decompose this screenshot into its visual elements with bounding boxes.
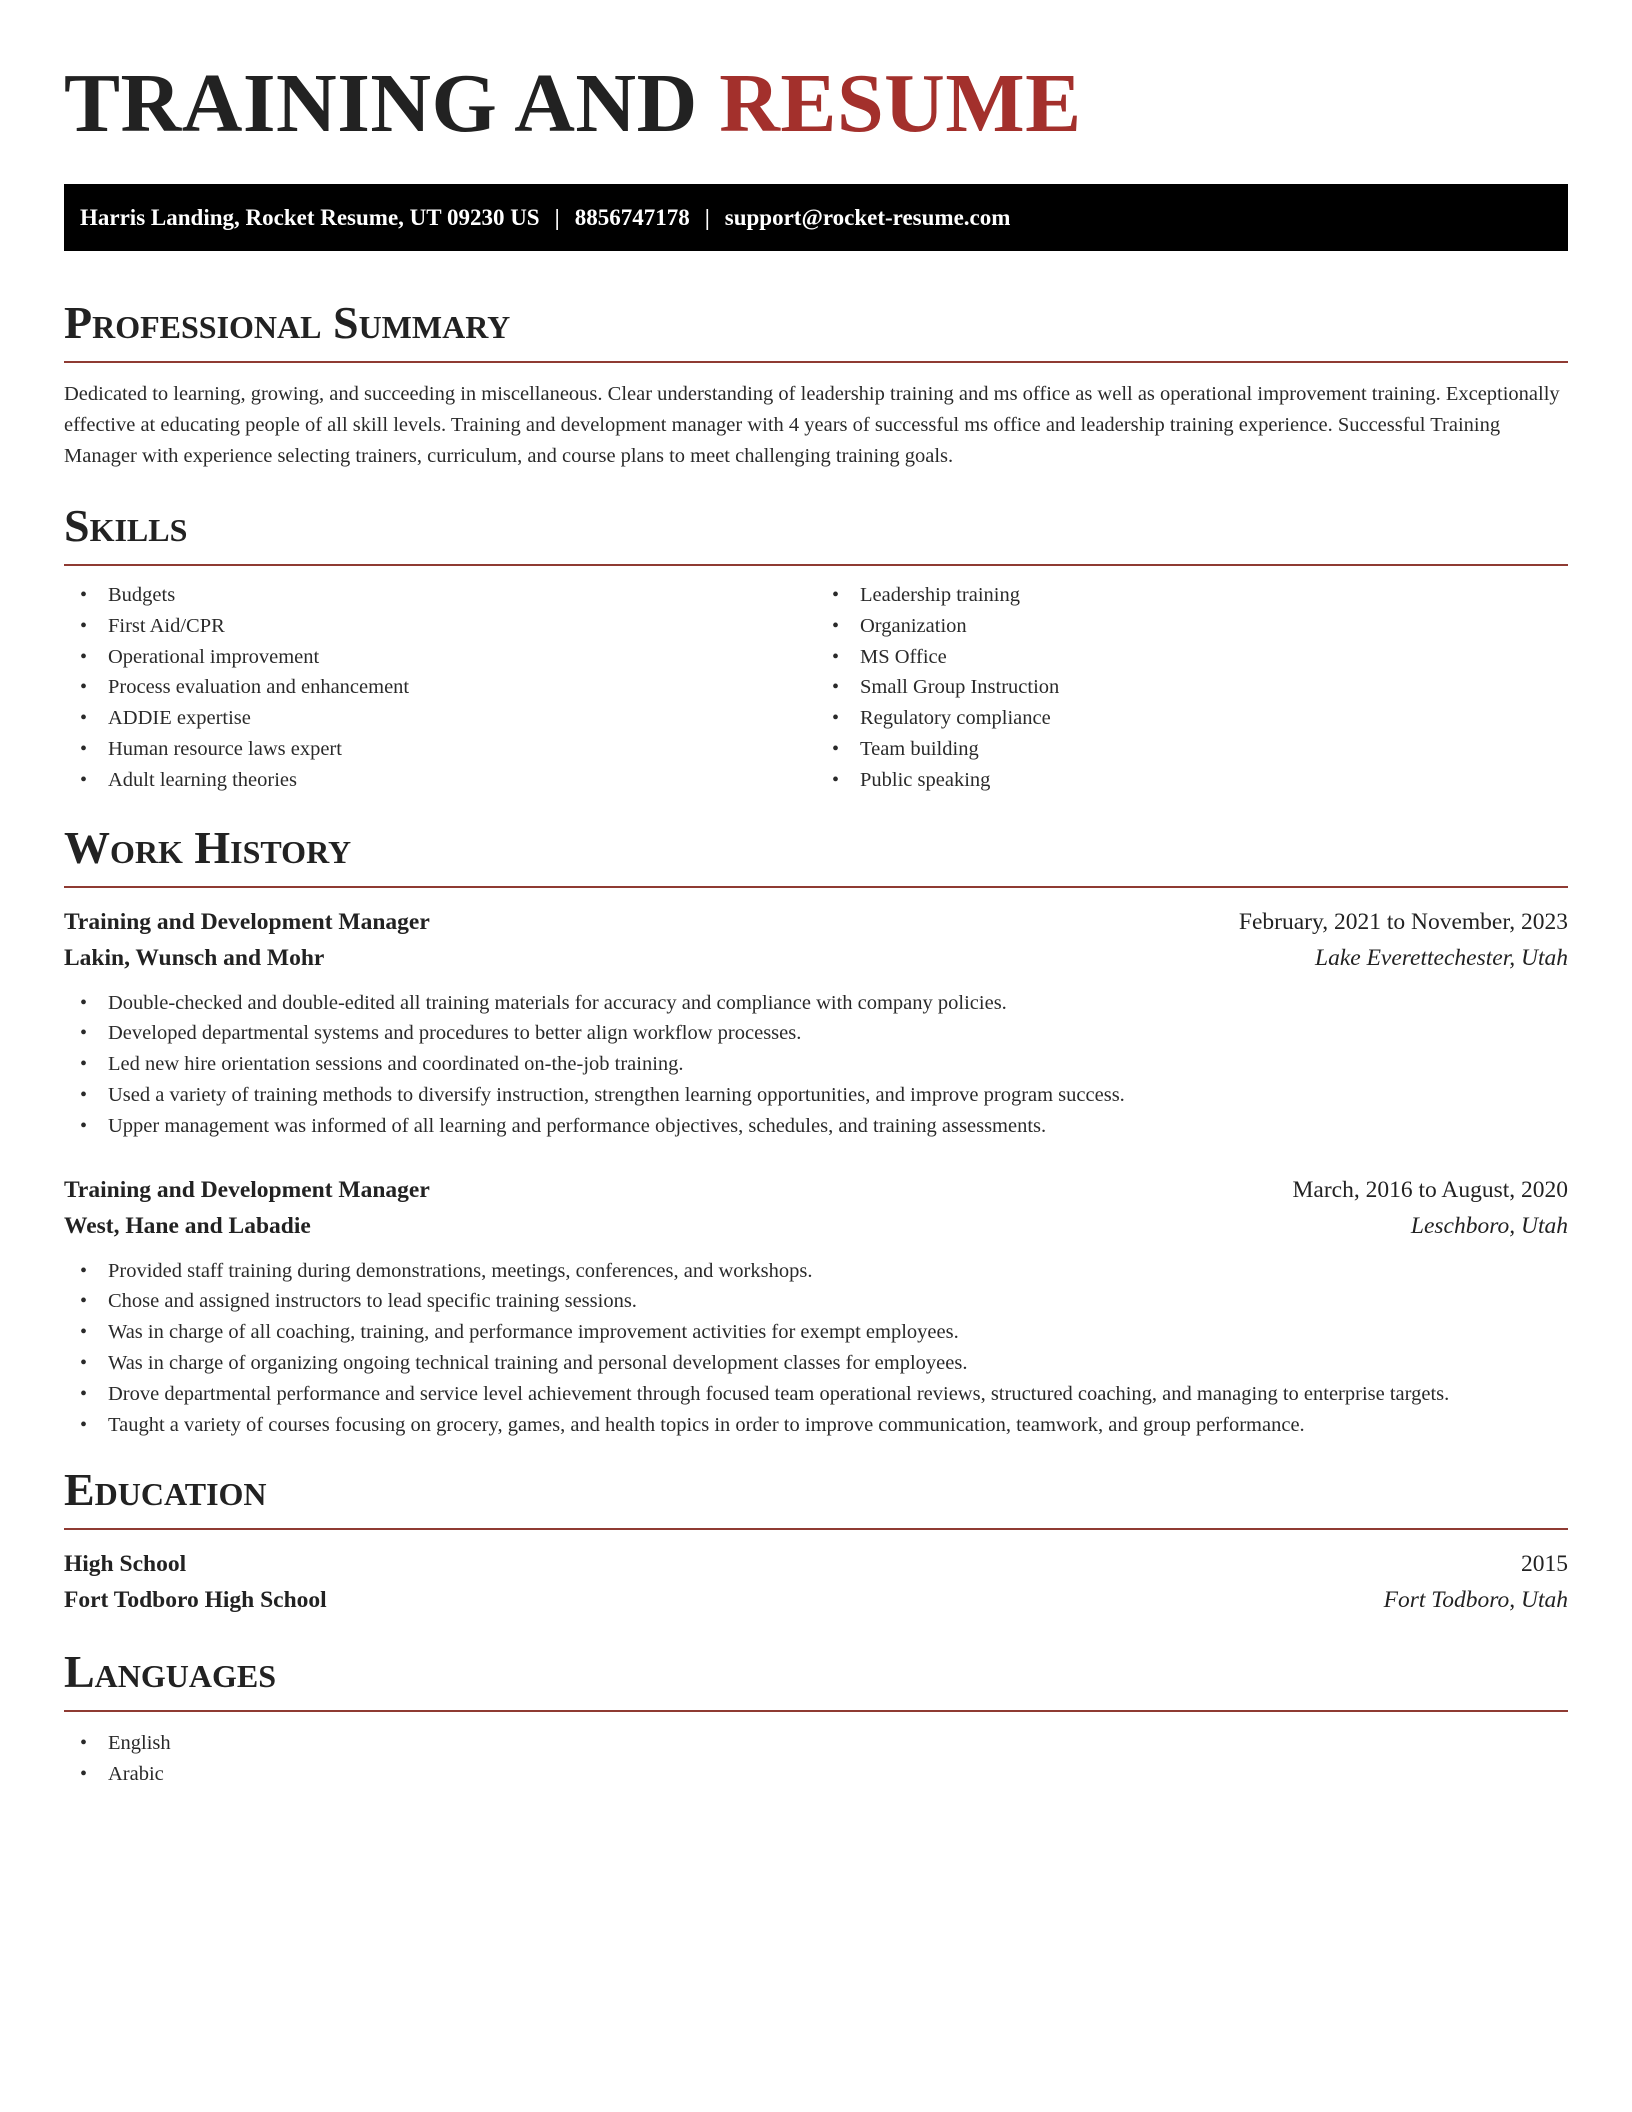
language-item: • English — [64, 1728, 1568, 1759]
job-location: Lake Everettechester, Utah — [1315, 944, 1568, 971]
work-history-heading: Work History — [64, 821, 352, 873]
contact-address: Harris Landing, Rocket Resume, UT 09230 US — [80, 204, 540, 230]
skill-item: • ADDIE expertise — [64, 703, 816, 734]
contact-email: support@rocket-resume.com — [724, 204, 1011, 230]
job-entry — [64, 1172, 1568, 1441]
skill-item: • Human resource laws expert — [64, 734, 816, 765]
skills-list-left — [64, 580, 816, 796]
job-company: West, Hane and Labadie — [64, 1212, 311, 1239]
job-dates: February, 2021 to November, 2023 — [1238, 908, 1568, 935]
job-bullet: • Upper management was informed of all learning and performance objectives, schedules, and training assessments. — [64, 1111, 1568, 1142]
job-bullet: • Provided staff training during demonstrations, meetings, conferences, and workshops. — [64, 1256, 1568, 1287]
skill-item: • Operational improvement — [64, 642, 816, 673]
job-header-row — [64, 904, 1568, 940]
job-bullet: • Used a variety of training methods to diversify instruction, strengthen learning opportunities, and improve program success. — [64, 1080, 1568, 1111]
education-year: 2015 — [1521, 1551, 1568, 1578]
education-entry — [64, 1546, 1568, 1618]
job-header-row — [64, 1172, 1568, 1208]
skills-columns — [64, 580, 1568, 796]
skills-list-right — [816, 580, 1568, 796]
skill-item: • Process evaluation and enhancement — [64, 672, 816, 703]
job-company-row — [64, 1208, 1568, 1244]
job-bullet: • Taught a variety of courses focusing on grocery, games, and health topics in order to improve communication, teamwork, and group performance. — [64, 1410, 1568, 1441]
job-company: Lakin, Wunsch and Mohr — [64, 944, 325, 971]
education-school-row — [64, 1582, 1568, 1618]
education-degree: High School — [64, 1551, 187, 1578]
job-bullets — [64, 988, 1568, 1142]
skill-item: • Public speaking — [816, 765, 1568, 796]
languages-section — [64, 1646, 1568, 1790]
job-bullet: • Chose and assigned instructors to lead specific training sessions. — [64, 1286, 1568, 1317]
skill-item: • Leadership training — [816, 580, 1568, 611]
skill-item: • First Aid/CPR — [64, 611, 816, 642]
skill-item: • Small Group Instruction — [816, 672, 1568, 703]
education-school: Fort Todboro High School — [64, 1587, 327, 1614]
skill-item: • Adult learning theories — [64, 765, 816, 796]
contact-separator: | — [704, 204, 710, 230]
summary-section — [64, 297, 1568, 472]
education-location: Fort Todboro, Utah — [1383, 1587, 1568, 1614]
job-location: Leschboro, Utah — [1410, 1212, 1568, 1239]
languages-list — [64, 1728, 1568, 1790]
language-item: • Arabic — [64, 1759, 1568, 1790]
section-divider — [64, 1710, 1568, 1712]
job-entry — [64, 904, 1568, 1142]
work-history-section — [64, 822, 1568, 1441]
contact-phone: 8856747178 — [574, 204, 690, 230]
skills-section — [64, 500, 1568, 796]
job-bullet: • Was in charge of organizing ongoing technical training and personal development classes for employees. — [64, 1348, 1568, 1379]
job-company-row — [64, 940, 1568, 976]
languages-heading: Languages — [64, 1646, 277, 1698]
education-section — [64, 1464, 1568, 1618]
job-title: Training and Development Manager — [64, 908, 430, 935]
job-bullet: • Drove departmental performance and service level achievement through focused team operational reviews, structured coaching, and managing to enterprise targets. — [64, 1379, 1568, 1410]
contact-bar — [64, 184, 1568, 251]
section-divider — [64, 1528, 1568, 1530]
skill-item: • Regulatory compliance — [816, 703, 1568, 734]
skill-item: • MS Office — [816, 642, 1568, 673]
summary-heading: Professional Summary — [64, 297, 511, 348]
section-divider — [64, 361, 1568, 363]
job-bullet: • Double-checked and double-edited all training materials for accuracy and compliance with company policies. — [64, 988, 1568, 1019]
job-bullet: • Led new hire orientation sessions and coordinated on-the-job training. — [64, 1049, 1568, 1080]
contact-separator: | — [554, 204, 560, 230]
skill-item: • Team building — [816, 734, 1568, 765]
skill-item: • Organization — [816, 611, 1568, 642]
title-part-2: RESUME — [719, 57, 1082, 150]
resume-title — [64, 56, 1568, 152]
job-bullet: • Developed departmental systems and procedures to better align workflow processes. — [64, 1018, 1568, 1049]
education-degree-row — [64, 1546, 1568, 1582]
education-heading: Education — [64, 1464, 267, 1516]
skills-heading: Skills — [64, 500, 188, 551]
job-title: Training and Development Manager — [64, 1176, 430, 1203]
section-divider — [64, 886, 1568, 888]
job-bullet: • Was in charge of all coaching, training, and performance improvement activities for exempt employees. — [64, 1317, 1568, 1348]
title-part-1: TRAINING AND — [64, 57, 698, 150]
section-divider — [64, 564, 1568, 566]
job-bullets — [64, 1256, 1568, 1441]
job-dates: March, 2016 to August, 2020 — [1292, 1176, 1568, 1203]
summary-text: Dedicated to learning, growing, and succeeding in miscellaneous. Clear understanding of leadership training and ms office as well as operational improvement training. Exceptionally effective at educating people of all skill levels. Training and development manager with 4 years of successful ms office and leadership training experience. Successful Training Manager with experience selecting trainers, curriculum, and course plans to meet challenging training goals. — [64, 383, 1560, 467]
skill-item: • Budgets — [64, 580, 816, 611]
